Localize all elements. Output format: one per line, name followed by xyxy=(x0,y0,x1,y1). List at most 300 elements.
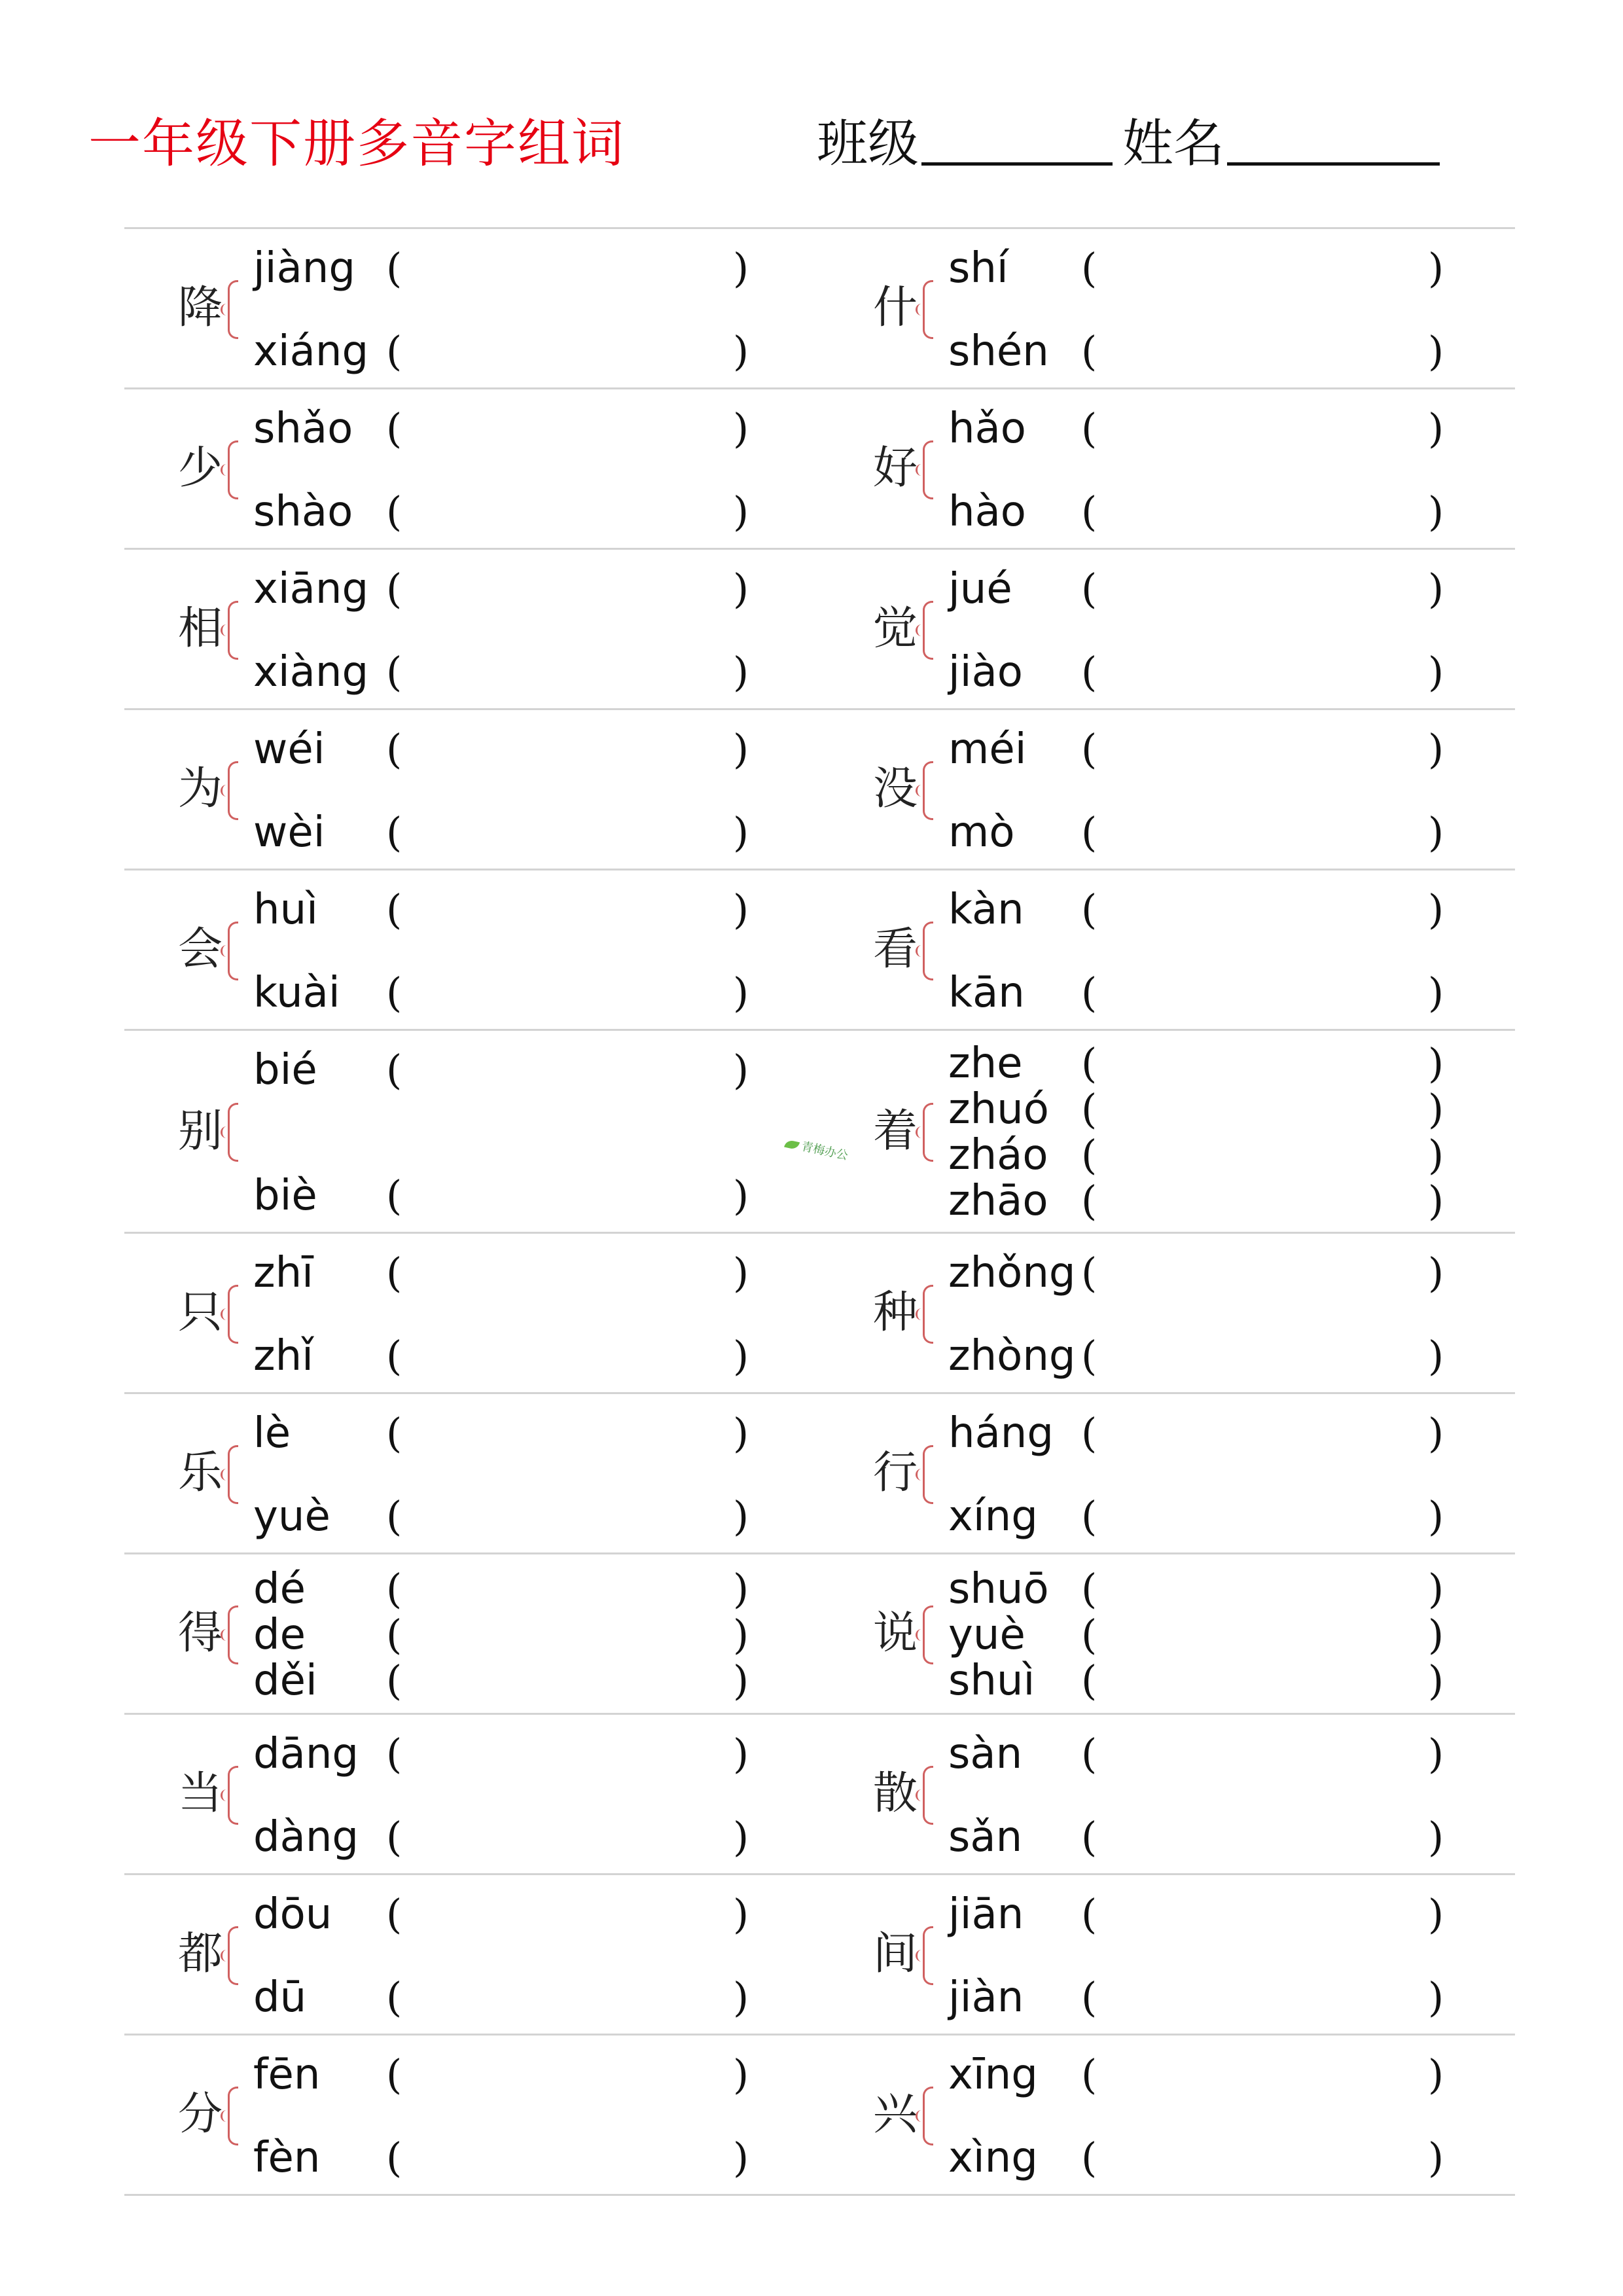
open-paren: ( xyxy=(386,2051,402,2098)
pinyin-reading: jiào xyxy=(948,648,1023,696)
answer-blank[interactable] xyxy=(1107,2138,1415,2178)
answer-blank[interactable] xyxy=(412,569,720,609)
close-paren: ) xyxy=(1428,1332,1444,1380)
open-paren: ( xyxy=(386,648,402,696)
open-paren: ( xyxy=(386,1610,402,1659)
hanzi-character: 乐 xyxy=(178,1447,223,1499)
open-paren: ( xyxy=(386,1564,402,1613)
answer-blank[interactable] xyxy=(412,1336,720,1376)
character-group xyxy=(124,1715,819,1873)
close-paren: ) xyxy=(733,1249,749,1297)
open-paren: ( xyxy=(386,2134,402,2181)
close-paren: ) xyxy=(1428,2051,1444,2098)
open-paren: ( xyxy=(1081,244,1097,292)
answer-blank[interactable] xyxy=(412,973,720,1013)
hanzi-character: 看 xyxy=(873,924,918,975)
pinyin-reading: zhe xyxy=(948,1039,1023,1088)
open-paren: ( xyxy=(1081,327,1097,375)
answer-blank[interactable] xyxy=(412,1497,720,1536)
pinyin-reading: děi xyxy=(253,1656,317,1705)
answer-blank[interactable] xyxy=(1107,890,1415,929)
pinyin-reading: háng xyxy=(948,1409,1054,1458)
close-paren: ) xyxy=(1428,1131,1444,1179)
hanzi-character: 觉 xyxy=(873,603,918,655)
open-paren: ( xyxy=(386,1656,402,1704)
close-paren: ) xyxy=(733,404,749,452)
close-paren: ) xyxy=(733,1890,749,1938)
open-paren: ( xyxy=(1081,1813,1097,1861)
pinyin-reading: dāng xyxy=(253,1730,359,1778)
character-group xyxy=(819,229,1514,387)
pinyin-reading: shuì xyxy=(948,1656,1035,1705)
worksheet-row xyxy=(124,1715,1515,1875)
open-paren: ( xyxy=(1081,404,1097,452)
pinyin-reading: sàn xyxy=(948,1730,1023,1778)
hanzi-character: 散 xyxy=(873,1768,918,1820)
pinyin-reading: zhī xyxy=(253,1249,313,1297)
open-paren: ( xyxy=(386,808,402,856)
pinyin-reading: yuè xyxy=(948,1610,1026,1659)
character-group xyxy=(124,1394,819,1552)
hanzi-character: 行 xyxy=(873,1447,918,1499)
hanzi-character: 会 xyxy=(178,924,223,975)
brace-tip xyxy=(916,464,925,476)
open-paren: ( xyxy=(1081,1730,1097,1778)
answer-blank[interactable] xyxy=(412,249,720,288)
character-group xyxy=(819,389,1514,548)
close-paren: ) xyxy=(733,1564,749,1613)
answer-blank[interactable] xyxy=(1107,1336,1415,1376)
close-paren: ) xyxy=(1428,404,1444,452)
open-paren: ( xyxy=(1081,886,1097,933)
hanzi-character: 种 xyxy=(873,1287,918,1338)
hanzi-character: 着 xyxy=(873,1105,918,1157)
brace-icon xyxy=(923,922,933,980)
pinyin-reading: xiáng xyxy=(253,327,369,376)
name-label: 姓名 xyxy=(1122,115,1225,173)
character-group xyxy=(124,1875,819,2034)
answer-blank[interactable] xyxy=(1107,1818,1415,1857)
close-paren: ) xyxy=(1428,808,1444,856)
pinyin-reading: wèi xyxy=(253,808,325,857)
open-paren: ( xyxy=(386,244,402,292)
open-paren: ( xyxy=(1081,1890,1097,1938)
character-group xyxy=(819,1715,1514,1873)
pinyin-reading: kān xyxy=(948,969,1025,1017)
pinyin-reading: zháo xyxy=(948,1131,1048,1179)
close-paren: ) xyxy=(1428,725,1444,773)
watermark-text: 青梅办公 xyxy=(800,1139,849,1163)
brace-tip xyxy=(916,1308,925,1320)
hanzi-character: 说 xyxy=(873,1607,918,1659)
answer-blank[interactable] xyxy=(1107,1570,1415,1609)
answer-blank[interactable] xyxy=(1107,249,1415,288)
brace-icon xyxy=(923,1605,933,1664)
close-paren: ) xyxy=(733,1332,749,1380)
open-paren: ( xyxy=(1081,1564,1097,1613)
hanzi-character: 少 xyxy=(178,442,223,494)
hanzi-character: 别 xyxy=(178,1105,223,1157)
close-paren: ) xyxy=(1428,1409,1444,1457)
brace-icon xyxy=(923,2087,933,2145)
character-group xyxy=(124,389,819,548)
close-paren: ) xyxy=(1428,327,1444,375)
character-group xyxy=(819,1554,1514,1713)
brace-icon xyxy=(228,1766,238,1825)
pinyin-reading: bié xyxy=(253,1046,317,1094)
answer-blank[interactable] xyxy=(1107,1181,1415,1221)
pinyin-reading: zhuó xyxy=(948,1085,1049,1134)
pinyin-reading: yuè xyxy=(253,1492,330,1541)
answer-blank[interactable] xyxy=(412,730,720,769)
close-paren: ) xyxy=(1428,2134,1444,2181)
pinyin-reading: jiān xyxy=(948,1890,1024,1939)
open-paren: ( xyxy=(386,1813,402,1861)
brace-tip xyxy=(916,304,925,315)
answer-blank[interactable] xyxy=(412,1895,720,1934)
worksheet-row xyxy=(124,1031,1515,1234)
character-group xyxy=(819,1031,1514,1232)
worksheet-row xyxy=(124,1394,1515,1554)
answer-blank[interactable] xyxy=(1107,730,1415,769)
open-paren: ( xyxy=(1081,1656,1097,1704)
open-paren: ( xyxy=(386,1046,402,1094)
open-paren: ( xyxy=(1081,648,1097,696)
close-paren: ) xyxy=(1428,886,1444,933)
character-group xyxy=(819,2036,1514,2194)
open-paren: ( xyxy=(1081,1039,1097,1087)
brace-icon xyxy=(923,440,933,499)
brace-icon xyxy=(923,1766,933,1825)
answer-blank[interactable] xyxy=(1107,1253,1415,1293)
hanzi-character: 分 xyxy=(178,2089,223,2140)
answer-blank[interactable] xyxy=(1107,332,1415,371)
open-paren: ( xyxy=(386,488,402,535)
close-paren: ) xyxy=(733,725,749,773)
answer-blank[interactable] xyxy=(1107,1497,1415,1536)
hanzi-character: 只 xyxy=(178,1287,223,1338)
close-paren: ) xyxy=(1428,1813,1444,1861)
open-paren: ( xyxy=(1081,565,1097,613)
character-group xyxy=(124,550,819,708)
pinyin-reading: jiàn xyxy=(948,1973,1024,2022)
answer-blank[interactable] xyxy=(1107,813,1415,852)
pinyin-reading: mò xyxy=(948,808,1015,857)
close-paren: ) xyxy=(1428,969,1444,1016)
close-paren: ) xyxy=(1428,1177,1444,1225)
worksheet-row xyxy=(124,710,1515,870)
answer-blank[interactable] xyxy=(1107,1895,1415,1934)
open-paren: ( xyxy=(386,1730,402,1778)
pinyin-reading: wéi xyxy=(253,725,325,774)
pinyin-reading: méi xyxy=(948,725,1027,774)
class-input-line[interactable] xyxy=(921,162,1113,166)
answer-blank[interactable] xyxy=(1107,1090,1415,1129)
brace-tip xyxy=(221,624,230,636)
open-paren: ( xyxy=(1081,1131,1097,1179)
character-group xyxy=(819,1234,1514,1392)
pinyin-reading: xiàng xyxy=(253,648,369,696)
close-paren: ) xyxy=(733,2051,749,2098)
brace-tip xyxy=(221,945,230,957)
pinyin-reading: shí xyxy=(948,244,1008,293)
brace-icon xyxy=(923,1103,933,1162)
worksheet-row xyxy=(124,389,1515,550)
pinyin-reading: xīng xyxy=(948,2051,1038,2099)
pinyin-reading: fèn xyxy=(253,2134,321,2182)
close-paren: ) xyxy=(733,1046,749,1094)
close-paren: ) xyxy=(733,1492,749,1540)
close-paren: ) xyxy=(733,488,749,535)
answer-blank[interactable] xyxy=(1107,409,1415,448)
close-paren: ) xyxy=(1428,648,1444,696)
brace-tip xyxy=(916,1629,925,1641)
open-paren: ( xyxy=(1081,2134,1097,2181)
answer-blank[interactable] xyxy=(1107,1978,1415,2017)
hanzi-character: 好 xyxy=(873,442,918,494)
answer-blank[interactable] xyxy=(412,1176,720,1215)
close-paren: ) xyxy=(733,2134,749,2181)
brace-tip xyxy=(916,945,925,957)
brace-tip xyxy=(221,1469,230,1480)
pinyin-reading: kuài xyxy=(253,969,340,1017)
pinyin-reading: jiàng xyxy=(253,244,355,293)
answer-blank[interactable] xyxy=(412,492,720,531)
open-paren: ( xyxy=(1081,808,1097,856)
close-paren: ) xyxy=(1428,1039,1444,1087)
brace-icon xyxy=(923,1445,933,1504)
pinyin-reading: xíng xyxy=(948,1492,1038,1541)
answer-blank[interactable] xyxy=(412,890,720,929)
pinyin-reading: dé xyxy=(253,1564,306,1613)
open-paren: ( xyxy=(386,1332,402,1380)
answer-blank[interactable] xyxy=(412,813,720,852)
close-paren: ) xyxy=(733,244,749,292)
pinyin-reading: zhǒng xyxy=(948,1249,1076,1297)
character-group xyxy=(124,1234,819,1392)
open-paren: ( xyxy=(386,1249,402,1297)
brace-icon xyxy=(228,1103,238,1162)
brace-tip xyxy=(916,1789,925,1801)
answer-blank[interactable] xyxy=(1107,1734,1415,1774)
pinyin-reading: sǎn xyxy=(948,1813,1023,1861)
brace-icon xyxy=(228,922,238,980)
close-paren: ) xyxy=(733,327,749,375)
brace-tip xyxy=(916,2110,925,2122)
worksheet-row xyxy=(124,870,1515,1031)
character-group xyxy=(819,870,1514,1029)
brace-icon xyxy=(228,2087,238,2145)
answer-blank[interactable] xyxy=(412,1570,720,1609)
leaf-icon xyxy=(784,1139,800,1150)
pinyin-reading: kàn xyxy=(948,886,1024,934)
answer-blank[interactable] xyxy=(412,2138,720,2178)
open-paren: ( xyxy=(1081,725,1097,773)
answer-blank[interactable] xyxy=(1107,1414,1415,1453)
open-paren: ( xyxy=(1081,1332,1097,1380)
open-paren: ( xyxy=(386,327,402,375)
answer-blank[interactable] xyxy=(1107,492,1415,531)
answer-blank[interactable] xyxy=(412,1414,720,1453)
character-group xyxy=(124,1554,819,1713)
pinyin-reading: dū xyxy=(253,1973,307,2022)
open-paren: ( xyxy=(1081,488,1097,535)
open-paren: ( xyxy=(1081,1085,1097,1133)
brace-icon xyxy=(228,1445,238,1504)
answer-blank[interactable] xyxy=(412,332,720,371)
brace-tip xyxy=(221,785,230,797)
worksheet-row xyxy=(124,1234,1515,1394)
answer-blank[interactable] xyxy=(1107,569,1415,609)
close-paren: ) xyxy=(733,1409,749,1457)
pinyin-reading: zhǐ xyxy=(253,1332,313,1380)
pinyin-reading: fēn xyxy=(253,2051,321,2099)
pinyin-reading: hào xyxy=(948,488,1026,536)
brace-icon xyxy=(228,601,238,660)
answer-blank[interactable] xyxy=(412,409,720,448)
close-paren: ) xyxy=(733,1730,749,1778)
name-input-line[interactable] xyxy=(1227,162,1440,166)
close-paren: ) xyxy=(733,1813,749,1861)
open-paren: ( xyxy=(386,1172,402,1219)
hanzi-character: 得 xyxy=(178,1607,223,1659)
close-paren: ) xyxy=(733,1172,749,1219)
close-paren: ) xyxy=(1428,1492,1444,1540)
class-label: 班级 xyxy=(817,115,919,173)
worksheet-row xyxy=(124,229,1515,389)
pinyin-reading: shén xyxy=(948,327,1049,376)
pinyin-reading: huì xyxy=(253,886,318,934)
pinyin-reading: zhāo xyxy=(948,1177,1048,1225)
hanzi-character: 都 xyxy=(178,1928,223,1980)
open-paren: ( xyxy=(1081,1492,1097,1540)
close-paren: ) xyxy=(1428,244,1444,292)
close-paren: ) xyxy=(1428,1730,1444,1778)
pinyin-reading: shào xyxy=(253,488,353,536)
answer-blank[interactable] xyxy=(1107,973,1415,1013)
pinyin-reading: xìng xyxy=(948,2134,1038,2182)
answer-blank[interactable] xyxy=(1107,1661,1415,1700)
answer-blank[interactable] xyxy=(412,1818,720,1857)
open-paren: ( xyxy=(386,969,402,1016)
answer-blank[interactable] xyxy=(1107,1044,1415,1083)
brace-tip xyxy=(221,1308,230,1320)
open-paren: ( xyxy=(1081,1177,1097,1225)
close-paren: ) xyxy=(1428,1656,1444,1704)
character-group xyxy=(819,550,1514,708)
brace-icon xyxy=(228,1285,238,1344)
character-group xyxy=(124,2036,819,2194)
pinyin-reading: zhòng xyxy=(948,1332,1076,1380)
hanzi-character: 间 xyxy=(873,1928,918,1980)
answer-blank[interactable] xyxy=(412,1661,720,1700)
open-paren: ( xyxy=(1081,969,1097,1016)
brace-tip xyxy=(221,1629,230,1641)
open-paren: ( xyxy=(386,565,402,613)
brace-tip xyxy=(221,464,230,476)
worksheet-row xyxy=(124,550,1515,710)
brace-icon xyxy=(228,280,238,339)
brace-icon xyxy=(228,440,238,499)
pinyin-reading: jué xyxy=(948,565,1012,613)
answer-blank[interactable] xyxy=(1107,2055,1415,2094)
character-group xyxy=(819,710,1514,869)
hanzi-character: 为 xyxy=(178,763,223,815)
brace-icon xyxy=(228,761,238,820)
close-paren: ) xyxy=(733,969,749,1016)
brace-tip xyxy=(221,304,230,315)
answer-blank[interactable] xyxy=(412,2055,720,2094)
pinyin-reading: xiāng xyxy=(253,565,369,613)
pinyin-reading: biè xyxy=(253,1172,317,1220)
answer-blank[interactable] xyxy=(1107,1136,1415,1175)
answer-blank[interactable] xyxy=(1107,653,1415,692)
close-paren: ) xyxy=(1428,1973,1444,2021)
close-paren: ) xyxy=(1428,1564,1444,1613)
open-paren: ( xyxy=(1081,1973,1097,2021)
brace-icon xyxy=(228,1926,238,1985)
brace-icon xyxy=(923,601,933,660)
close-paren: ) xyxy=(733,1656,749,1704)
close-paren: ) xyxy=(733,1973,749,2021)
answer-blank[interactable] xyxy=(412,1050,720,1090)
answer-blank[interactable] xyxy=(412,1978,720,2017)
brace-icon xyxy=(923,1285,933,1344)
character-group xyxy=(124,1031,819,1232)
open-paren: ( xyxy=(386,886,402,933)
open-paren: ( xyxy=(1081,1409,1097,1457)
brace-tip xyxy=(916,1469,925,1480)
brace-icon xyxy=(923,1926,933,1985)
open-paren: ( xyxy=(386,1973,402,2021)
open-paren: ( xyxy=(386,1409,402,1457)
answer-blank[interactable] xyxy=(412,1734,720,1774)
brace-tip xyxy=(221,1789,230,1801)
pinyin-reading: hǎo xyxy=(948,404,1026,453)
brace-icon xyxy=(923,280,933,339)
pinyin-reading: de xyxy=(253,1610,306,1659)
character-group xyxy=(819,1875,1514,2034)
pinyin-reading: shǎo xyxy=(253,404,353,453)
answer-blank[interactable] xyxy=(412,1615,720,1655)
open-paren: ( xyxy=(386,1492,402,1540)
worksheet-row xyxy=(124,2036,1515,2196)
answer-blank[interactable] xyxy=(1107,1615,1415,1655)
polyphone-worksheet xyxy=(124,227,1515,2196)
hanzi-character: 当 xyxy=(178,1768,223,1820)
answer-blank[interactable] xyxy=(412,653,720,692)
pinyin-reading: shuō xyxy=(948,1564,1049,1613)
brace-tip xyxy=(221,1126,230,1138)
brace-tip xyxy=(221,2110,230,2122)
brace-tip xyxy=(916,1126,925,1138)
worksheet-row xyxy=(124,1554,1515,1715)
open-paren: ( xyxy=(386,404,402,452)
open-paren: ( xyxy=(1081,1610,1097,1659)
open-paren: ( xyxy=(386,1890,402,1938)
pinyin-reading: dàng xyxy=(253,1813,359,1861)
close-paren: ) xyxy=(1428,1610,1444,1659)
open-paren: ( xyxy=(1081,1249,1097,1297)
brace-icon xyxy=(923,761,933,820)
open-paren: ( xyxy=(386,725,402,773)
answer-blank[interactable] xyxy=(412,1253,720,1293)
character-group xyxy=(124,229,819,387)
pinyin-reading: dōu xyxy=(253,1890,332,1939)
close-paren: ) xyxy=(733,1610,749,1659)
open-paren: ( xyxy=(1081,2051,1097,2098)
close-paren: ) xyxy=(1428,1085,1444,1133)
